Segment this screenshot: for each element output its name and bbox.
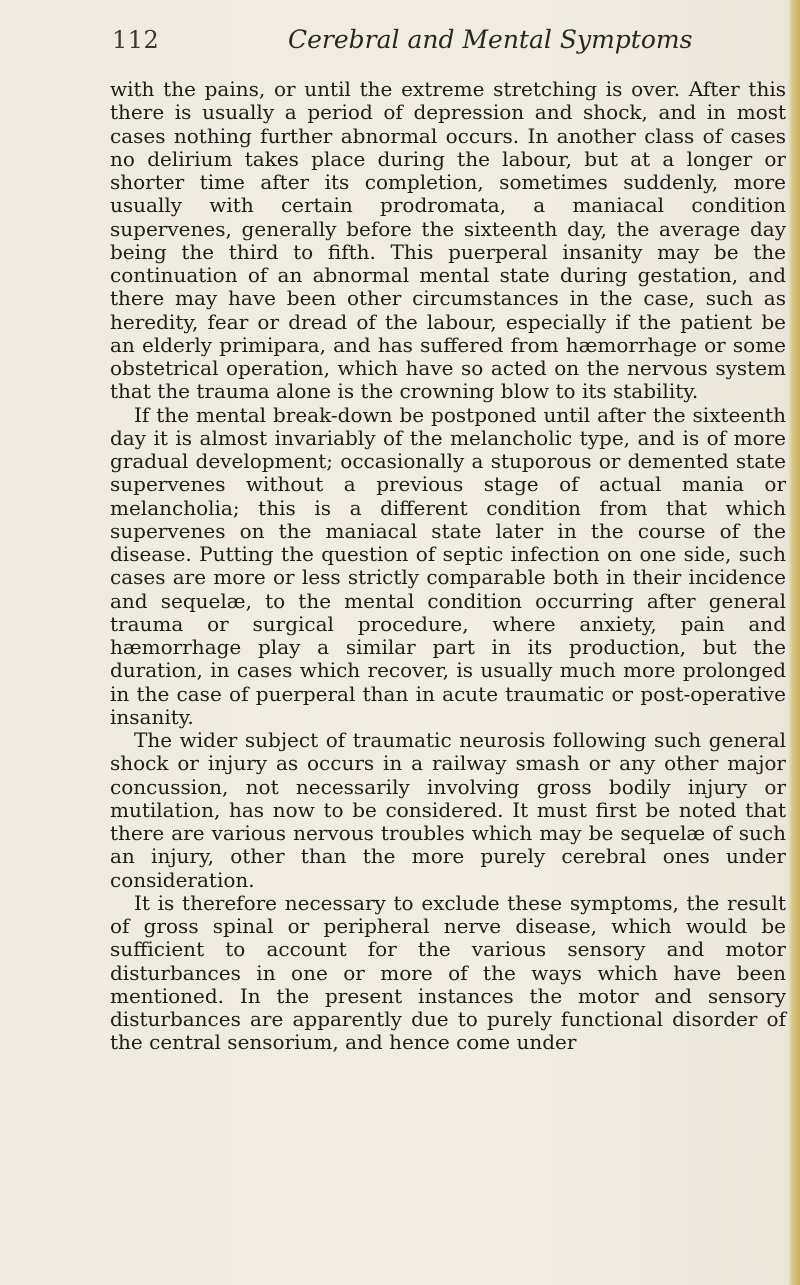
paragraph-3: The wider subject of traumatic neurosis following such general shock or injury as occurs in a railway smash or any other major concussion, not necessarily involving gross bodily injury or mutilation, has now to be considered. It must first be noted that there are various nervous troubles which may be sequelæ of such an injury, other than the more purely cerebral ones under consideration. [110,728,786,892]
paragraph-1: with the pains, or until the extreme stretching is over. After this there is usually a period of depression and shock, and in most cases nothing further abnormal occurs. In another class of cases no delirium takes place during the labour, but at a longer or shorter time after its completion, sometimes suddenly, more usually with certain prodromata, a maniacal condition supervenes, generally before the sixteenth day, the average day being the third to fifth. This puerperal insanity may be the continuation of an abnormal mental state during gestation, and there may have been other circumstances in the case, such as heredity, fear or dread of the labour, especially if the patient be an elderly primipara, and has suffered from hæmorrhage or some obstetrical operation, which have so acted on the nervous system that the trauma alone is the crowning blow to its stability. [110,77,786,404]
running-head: Cerebral and Mental Symptoms [288,25,693,54]
page-body [110,78,786,1055]
page-edge [788,0,800,1285]
paragraph-4: It is therefore necessary to exclude these symptoms, the result of gross spinal or peripheral nerve disease, which would be sufficient to account for the various sensory and motor disturbances in one or more of the ways which have been mentioned. In the present instances the motor and sensory disturbances are apparently due to purely functional disorder of the central sensorium, and hence come under [110,890,786,1055]
paragraph-2: If the mental break-down be postponed until after the sixteenth day it is almost invariably of the melancholic type, and is of more gradual development; occasionally a stuporous or demented state supervenes without a previous stage of actual mania or melancholia; this is a different condition from that which supervenes on the maniacal state later in the course of the disease. Putting the question of septic infection on one side, such cases are more or less strictly comparable both in their incidence and sequelæ, to the mental condition occurring after general trauma or surgical procedure, where anxiety, pain and hæmorrhage play a similar part in its production, but the duration, in cases which recover, is usually much more prolonged in the case of puerperal than in acute traumatic or post-operative insanity. [110,402,786,729]
page-number: 112 [112,26,160,54]
